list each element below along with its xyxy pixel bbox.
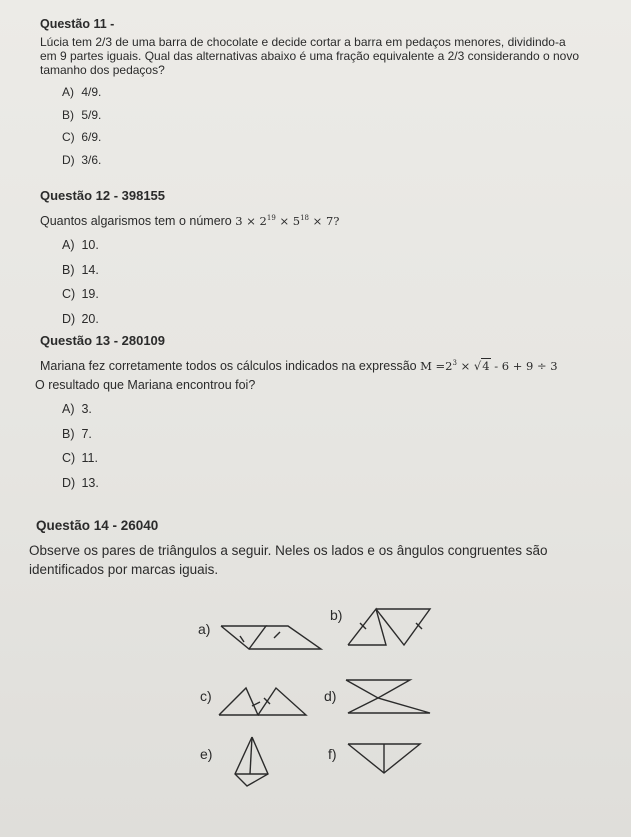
question-13-stem [40, 356, 613, 374]
option-text: 5/9. [81, 107, 102, 122]
option-letter: D) [62, 475, 76, 490]
figure-label-a: a) [198, 621, 211, 637]
option-text: 20. [81, 311, 99, 326]
option-text: 7. [81, 426, 92, 441]
option-a[interactable] [62, 81, 613, 104]
figure-label-e: e) [200, 746, 213, 762]
option-text: 13. [81, 475, 99, 490]
question-12-stem-text: Quantos algarismos tem o número [40, 213, 232, 228]
option-d[interactable] [62, 470, 613, 495]
option-letter: B) [62, 262, 75, 277]
math-exponent: 18 [300, 214, 309, 222]
option-letter: B) [62, 107, 74, 122]
option-text: 10. [81, 238, 99, 253]
option-letter: B) [62, 426, 75, 441]
option-b[interactable] [62, 104, 613, 127]
question-11-title: Questão 11 - [40, 17, 115, 31]
math-radicand: 4 [482, 358, 490, 373]
option-text: 4/9. [81, 85, 102, 100]
triangle-c-left [219, 688, 258, 715]
option-text: 14. [81, 262, 99, 277]
question-12-options [40, 233, 613, 331]
math-operator: × [312, 213, 323, 228]
question-mark: ? [333, 213, 340, 228]
math-operator: × [279, 213, 290, 228]
question-14-stem: Observe os pares de triângulos a seguir. Neles os lados e os ângulos congruentes são identificados por marcas iguais. [29, 543, 548, 577]
option-b[interactable] [62, 257, 613, 282]
triangle-d-bottom [348, 698, 430, 713]
question-13-title: Questão 13 - 280109 [40, 333, 166, 348]
option-d[interactable] [62, 149, 613, 172]
option-letter: C) [62, 451, 76, 466]
figure-label-c: c) [200, 688, 212, 704]
option-a[interactable] [62, 233, 613, 258]
option-letter: C) [62, 130, 75, 145]
option-letter: A) [62, 85, 74, 100]
question-12 [40, 188, 613, 331]
math-exponent: 19 [266, 214, 276, 222]
question-13-stem-text: Mariana fez corretamente todos os cálculos indicados na expressão [40, 358, 417, 373]
question-13-expression: $M =2^3 \times √4 - 6 + 9 \div 3$ [420, 358, 558, 373]
triangle-e-shared-side [250, 737, 252, 774]
question-12-stem [40, 211, 613, 229]
option-text: 19. [81, 287, 99, 302]
option-text: 11. [81, 451, 98, 466]
math-term: 5 [292, 213, 301, 228]
triangle-c-right [258, 688, 306, 715]
option-b[interactable] [62, 421, 613, 446]
question-11-options [40, 81, 613, 171]
triangle-d-top [346, 680, 410, 698]
question-13-prompt: O resultado que Mariana encontrou foi? [35, 377, 256, 392]
triangle-pair-f [344, 740, 434, 780]
question-11 [40, 17, 613, 171]
option-letter: D) [62, 152, 75, 167]
question-14-title: Questão 14 - 26040 [36, 518, 159, 533]
math-term: - 6 + 9 ÷ 3 [494, 358, 558, 373]
triangle-pair-d [344, 678, 434, 718]
question-11-stem: Lúcia tem 2/3 de uma barra de chocolate e decide cortar a barra em pedaços menores, dividindo-a em 9 partes iguais. Qual das alternativas abaixo é uma fração equivalente a 2/3 considerando o novo tamanho dos pedaços? [40, 35, 580, 77]
triangle-pair-b [346, 603, 436, 648]
math-operator: × [246, 213, 256, 228]
question-13 [35, 333, 613, 495]
question-12-title: Questão 12 - 398155 [40, 188, 166, 203]
option-letter: A) [62, 402, 75, 417]
question-14 [29, 518, 613, 583]
question-13-options [40, 397, 613, 495]
option-a[interactable] [62, 397, 613, 422]
figure-label-d: d) [324, 688, 337, 704]
congruence-mark [274, 632, 280, 638]
math-term: 7 [325, 213, 334, 228]
option-text: 3/6. [81, 152, 102, 167]
option-c[interactable] [62, 126, 613, 149]
option-text: 3. [81, 402, 92, 417]
triangle-pair-e [232, 734, 292, 794]
math-operator: × [460, 358, 471, 373]
option-text: 6/9. [81, 130, 102, 145]
option-c[interactable] [62, 446, 613, 471]
option-letter: A) [62, 238, 75, 253]
triangle-pair-c [216, 680, 316, 720]
triangle-pair-a [218, 616, 328, 656]
option-d[interactable] [62, 306, 613, 331]
triangle-a-left [221, 626, 266, 649]
math-exponent: 3 [452, 359, 457, 367]
math-term: 3 [235, 213, 243, 228]
figure-label-f: f) [328, 746, 337, 762]
math-term: M =2 [420, 358, 453, 373]
figure-label-b: b) [330, 607, 343, 623]
option-c[interactable] [62, 282, 613, 307]
question-12-number [235, 214, 339, 228]
option-letter: D) [62, 311, 76, 326]
option-letter: C) [62, 287, 76, 302]
triangle-a-right [249, 626, 321, 649]
congruence-mark [240, 636, 244, 642]
math-term: 2 [259, 213, 267, 228]
